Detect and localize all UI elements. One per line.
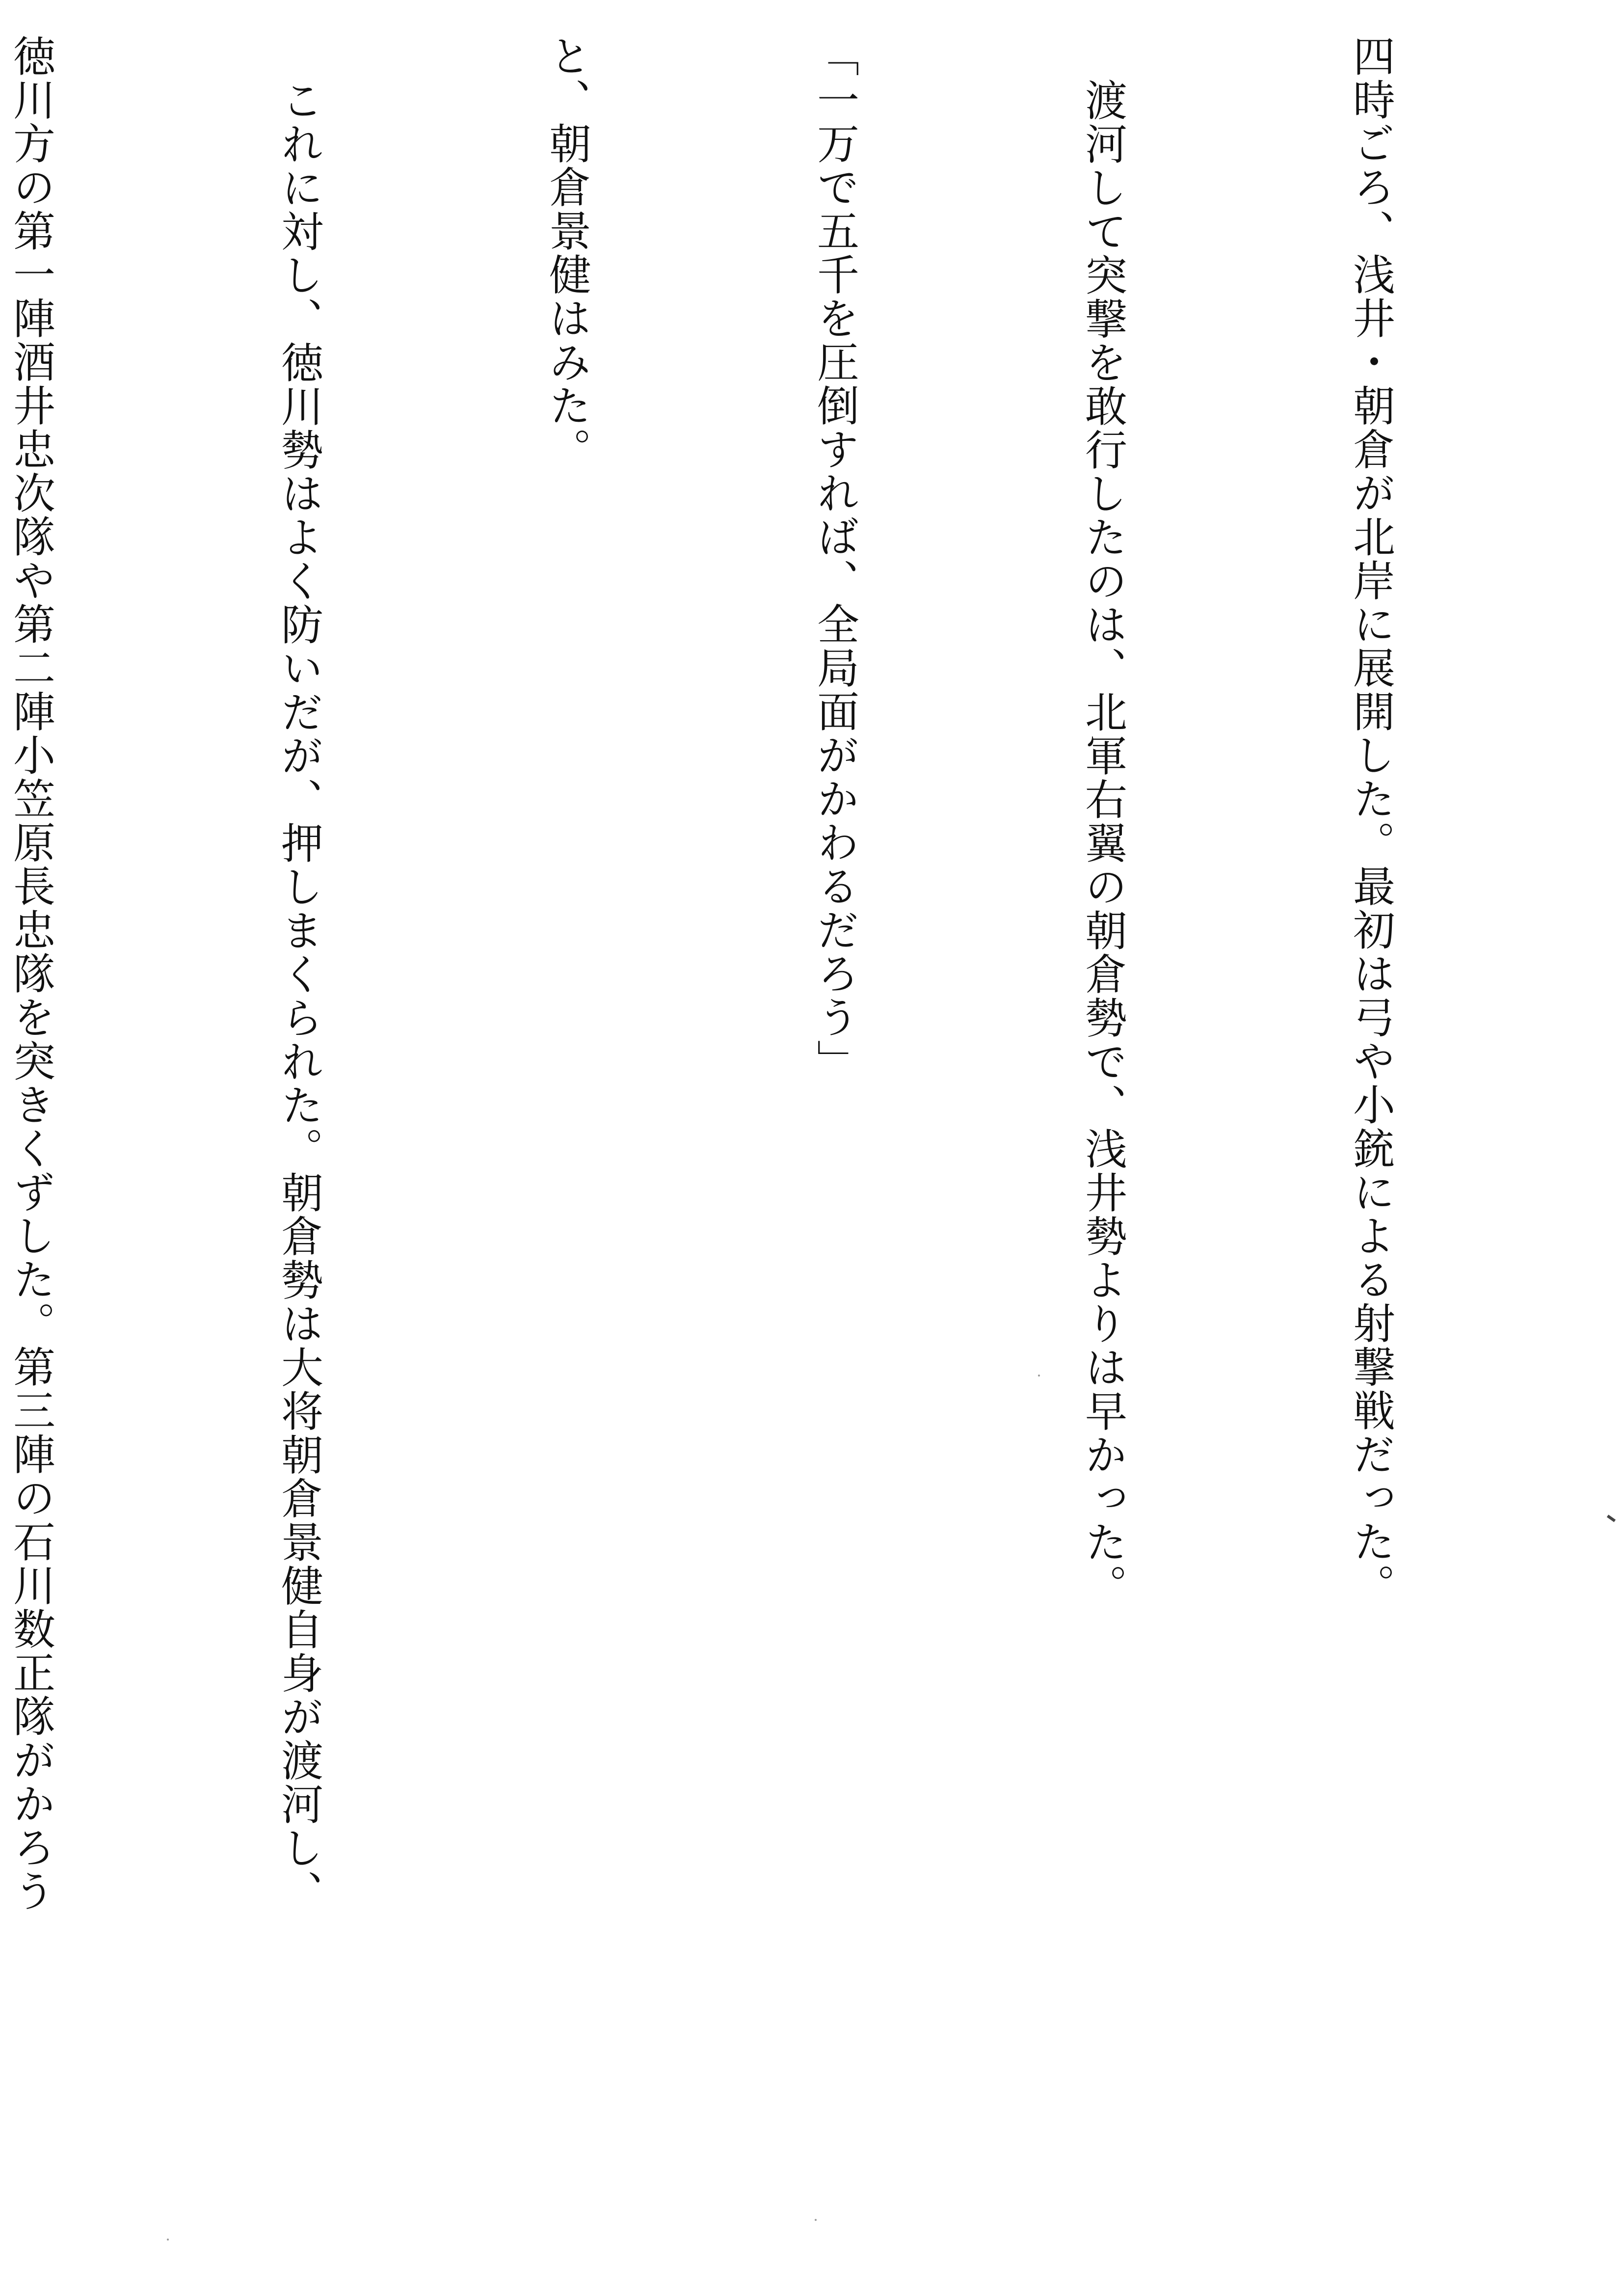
vertical-text-body — [0, 34, 1594, 2253]
scan-dot — [815, 2219, 817, 2221]
text-line: 「一万で五千を圧倒すれば、全局面がかわるだろう」 — [810, 34, 859, 1083]
text-line: 徳川方の第一陣酒井忠次隊や第二陣小笠原長忠隊を突きくずした。第三陣の石川数正隊がかろう — [6, 34, 55, 1913]
scan-dot — [167, 2239, 169, 2241]
text-line: 四時ごろ、浅井・朝倉が北岸に展開した。最初は弓や小銃による射撃戦だった。 — [1346, 34, 1395, 1607]
scan-speck — [1607, 1514, 1616, 1522]
text-line: 渡河して突撃を敢行したのは、北軍右翼の朝倉勢で、浅井勢よりは早かった。 — [1078, 79, 1127, 1608]
scan-dot — [1038, 1375, 1040, 1377]
text-line: これに対し、徳川勢はよく防いだが、押しまくられた。朝倉勢は大将朝倉景健自身が渡河し、 — [274, 79, 323, 1914]
text-line: と、朝倉景健はみた。 — [542, 34, 591, 471]
